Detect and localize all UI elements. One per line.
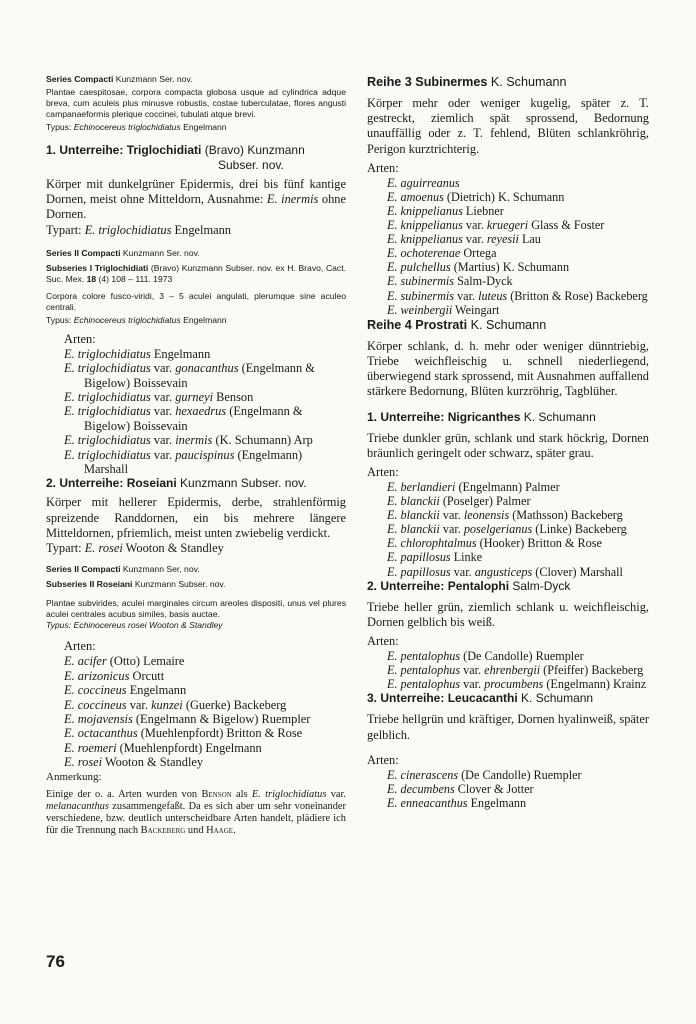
series-compacti-typus: Typus: Echinocereus triglochidiatus Engelmann — [46, 122, 227, 132]
triglochidiati-heading-cont: Subser. nov. — [218, 158, 284, 172]
species-entry: E. ochoterenae Ortega — [387, 246, 497, 261]
arten-label: Arten: — [64, 331, 96, 346]
pentalophi-heading: 2. Unterreihe: Pentalophi Salm-Dyck — [367, 578, 571, 593]
arten-label: Arten: — [367, 752, 399, 767]
triglochidiati-latin: Corpora colore fusco-viridi, 3 – 5 aculei angulati, plerumque sine aculeo centrali. — [46, 290, 346, 312]
anmerkung-label: Anmerkung: — [46, 770, 102, 783]
species-entry: E. berlandieri (Engelmann) Palmer — [387, 479, 560, 494]
species-entry: E. chlorophtalmus (Hooker) Britton & Rose — [387, 536, 602, 551]
species-entry: E. triglochidiatus var. inermis (K. Schumann) Arp — [64, 433, 313, 448]
species-entry: E. enneacanthus Engelmann — [387, 795, 527, 810]
pentalophi-description: Triebe heller grün, ziemlich schlank u. weichfleischig, Dornen gelblich bis weiß. — [367, 599, 649, 629]
subseries-roseiani: Subseries II Roseiani Kunzmann Subser. nov. — [46, 579, 226, 590]
species-entry: E. acifer (Otto) Lemaire — [64, 654, 185, 669]
subinermes-heading: Reihe 3 Subinermes K. Schumann — [367, 75, 567, 89]
right-column — [367, 74, 649, 810]
leucacanthi-heading: 3. Unterreihe: Leucacanthi K. Schumann — [367, 691, 594, 706]
arten-label: Arten: — [367, 160, 399, 175]
series-ii-compacti-2: Series II Compacti Kunzmann Ser, nov. — [46, 564, 200, 575]
species-entry: E. aguirreanus — [387, 175, 460, 190]
species-list — [367, 768, 649, 810]
species-entry: E. cinerascens (De Candolle) Ruempler — [387, 767, 582, 782]
prostrati-description: Körper schlank, d. h. mehr oder weniger dünntriebig, Triebe weichfleischig u. schnell niederliegend, überwiegend stark sprossend, mit Ausnahmen auffallend stärkere Bedornung, Blüten kurzröhrig, Tagblüher. — [367, 338, 649, 399]
species-entry: E. decumbens Clover & Jotter — [387, 781, 534, 796]
series-compacti-latin: Plantae caespitosae, corpora compacta globosa usque ad cylindrica adque breva, cum aculeis plus minusve robustis, costae tuberculatae, flores angusti campanaeformis plerique coccinei, tubulati atque brevi. — [46, 87, 346, 119]
species-list — [367, 649, 649, 691]
series-compacti-title: Series Compacti Kunzmann Ser. nov. — [46, 74, 193, 84]
species-entry: E. pentalophus var. procumbens (Engelmann) Krainz — [387, 677, 647, 692]
series-ii-compacti: Series II Compacti Kunzmann Ser. nov. — [46, 247, 200, 258]
species-entry: E. papillosus Linke — [387, 550, 483, 565]
species-entry: E. knippelianus Liebner — [387, 204, 504, 218]
species-entry: E. blanckii var. leonensis (Mathsson) Backeberg — [387, 508, 623, 523]
species-list — [46, 654, 346, 769]
arten-label: Arten: — [367, 464, 399, 479]
subinermes-description: Körper mehr oder weniger kugelig, später z. T. gestreckt, ziemlich spät sprossend, Bedornung unauffällig oder z. T. fehlend, Blüten schlankröhrig, Perigon kurztrichterig. — [367, 96, 649, 156]
roseiani-heading: 2. Unterreihe: Roseiani Kunzmann Subser. nov. — [46, 476, 307, 491]
triglochidiati-typart: Typart: E. triglochidiatus Engelmann — [46, 222, 231, 237]
species-list — [46, 347, 346, 477]
species-entry: E. arizonicus Orcutt — [64, 668, 165, 683]
species-entry: E. blanckii var. poselgerianus (Linke) Backeberg — [387, 522, 627, 537]
species-entry: E. triglochidiatus var. gurneyi Benson — [64, 390, 254, 405]
species-entry: E. triglochidiatus var. paucispinus (Engelmann) Marshall — [64, 447, 303, 477]
subseries-triglochidiati: Subseries I Triglochidiati (Bravo) Kunzmann Subser. nov. ex H. Bravo, Cact. Suc. Mex. 18 (4) 108 – 111. 1973 — [46, 262, 346, 284]
triglochidiati-typus: Typus: Echinocereus triglochidiatus Engelmann — [46, 314, 227, 325]
nigricanthes-heading: 1. Unterreihe: Nigricanthes K. Schumann — [367, 409, 596, 424]
arten-label: Arten: — [367, 634, 399, 649]
species-entry: E. subinermis var. luteus (Britton & Rose) Backeberg — [387, 288, 648, 303]
species-entry: E. weinbergii Weingart — [387, 302, 500, 317]
species-entry: E. papillosus var. angusticeps (Clover) Marshall — [387, 564, 623, 579]
roseiani-typart: Typart: E. rosei Wooton & Standley — [46, 541, 224, 556]
arten-label: Arten: — [64, 639, 96, 654]
species-entry: E. triglochidiatus var. hexaedrus (Engelmann & Bigelow) Boissevain — [64, 404, 303, 433]
leucacanthi-description: Triebe hellgrün und kräftiger, Dornen hyalinweiß, später gelblich. — [367, 712, 649, 742]
species-entry: E. knippelianus var. reyesii Lau — [387, 232, 541, 247]
species-list — [367, 176, 649, 317]
species-entry: E. subinermis Salm-Dyck — [387, 274, 513, 289]
left-column — [46, 74, 346, 837]
triglochidiati-description: Körper mit dunkelgrüner Epidermis, drei bis fünf kantige Dornen, meist ohne Mitteldorn, Ausnahme: E. inermis ohne Dornen. — [46, 177, 347, 222]
species-entry: E. coccineus Engelmann — [64, 683, 187, 698]
species-entry: E. mojavensis (Engelmann & Bigelow) Ruempler — [64, 711, 311, 726]
species-entry: E. pulchellus (Martius) K. Schumann — [387, 260, 570, 275]
species-entry: E. rosei Wooton & Standley — [64, 755, 204, 770]
nigricanthes-description: Triebe dunkler grün, schlank und stark höckrig, Dornen bräunlich geringelt oder schwarz, später grau. — [367, 430, 649, 460]
species-entry: E. amoenus (Dietrich) K. Schumann — [387, 189, 565, 204]
species-entry: E. pentalophus var. ehrenbergii (Pfeiffer) Backeberg — [387, 663, 644, 678]
roseiani-latin: Plantae subvirides, aculei marginales circum areoles dispositi, unus vel plures aculei centrales acubus similes, basis auctae. — [46, 598, 346, 620]
species-entry: E. octacanthus (Muehlenpfordt) Britton & Rose — [64, 726, 303, 741]
page-number: 76 — [46, 952, 65, 971]
species-list — [367, 480, 649, 579]
roseiani-description: Körper mit hellerer Epidermis, derbe, strahlenförmig spreizende Randdornen, ein bis mehrere längere Mitteldornen, pfriemlich, meist unten zwiebelig verdickt. — [46, 495, 346, 540]
species-entry: E. knippelianus var. kruegeri Glass & Foster — [387, 218, 605, 233]
species-entry: E. blanckii (Poselger) Palmer — [387, 494, 531, 509]
roseiani-typus: Typus: Echinocereus rosei Wooton & Standley — [46, 620, 223, 631]
species-entry: E. triglochidiatus Engelmann — [64, 346, 211, 361]
species-entry: E. roemeri (Muehlenpfordt) Engelmann — [64, 740, 262, 755]
species-entry: E. pentalophus (De Candolle) Ruempler — [387, 649, 584, 664]
anmerkung-text: Einige der o. a. Arten wurden von Benson als E. triglochidiatus var. melanacanthus zusammengefaßt. Da es sich aber um sehr voneinander verschiedene, bzw. deutlich unterscheidbare Arten handelt, plädiere ich für die Trennung nach Backeberg und Haage. — [46, 788, 346, 836]
species-entry: E. coccineus var. kunzei (Guerke) Backeberg — [64, 697, 287, 712]
triglochidiati-heading: 1. Unterreihe: Triglochidiati (Bravo) Kunzmann — [46, 143, 305, 157]
species-entry: E. triglochidiatus var. gonacanthus (Engelmann & Bigelow) Boissevain — [64, 361, 315, 390]
prostrati-heading: Reihe 4 Prostrati K. Schumann — [367, 317, 547, 332]
